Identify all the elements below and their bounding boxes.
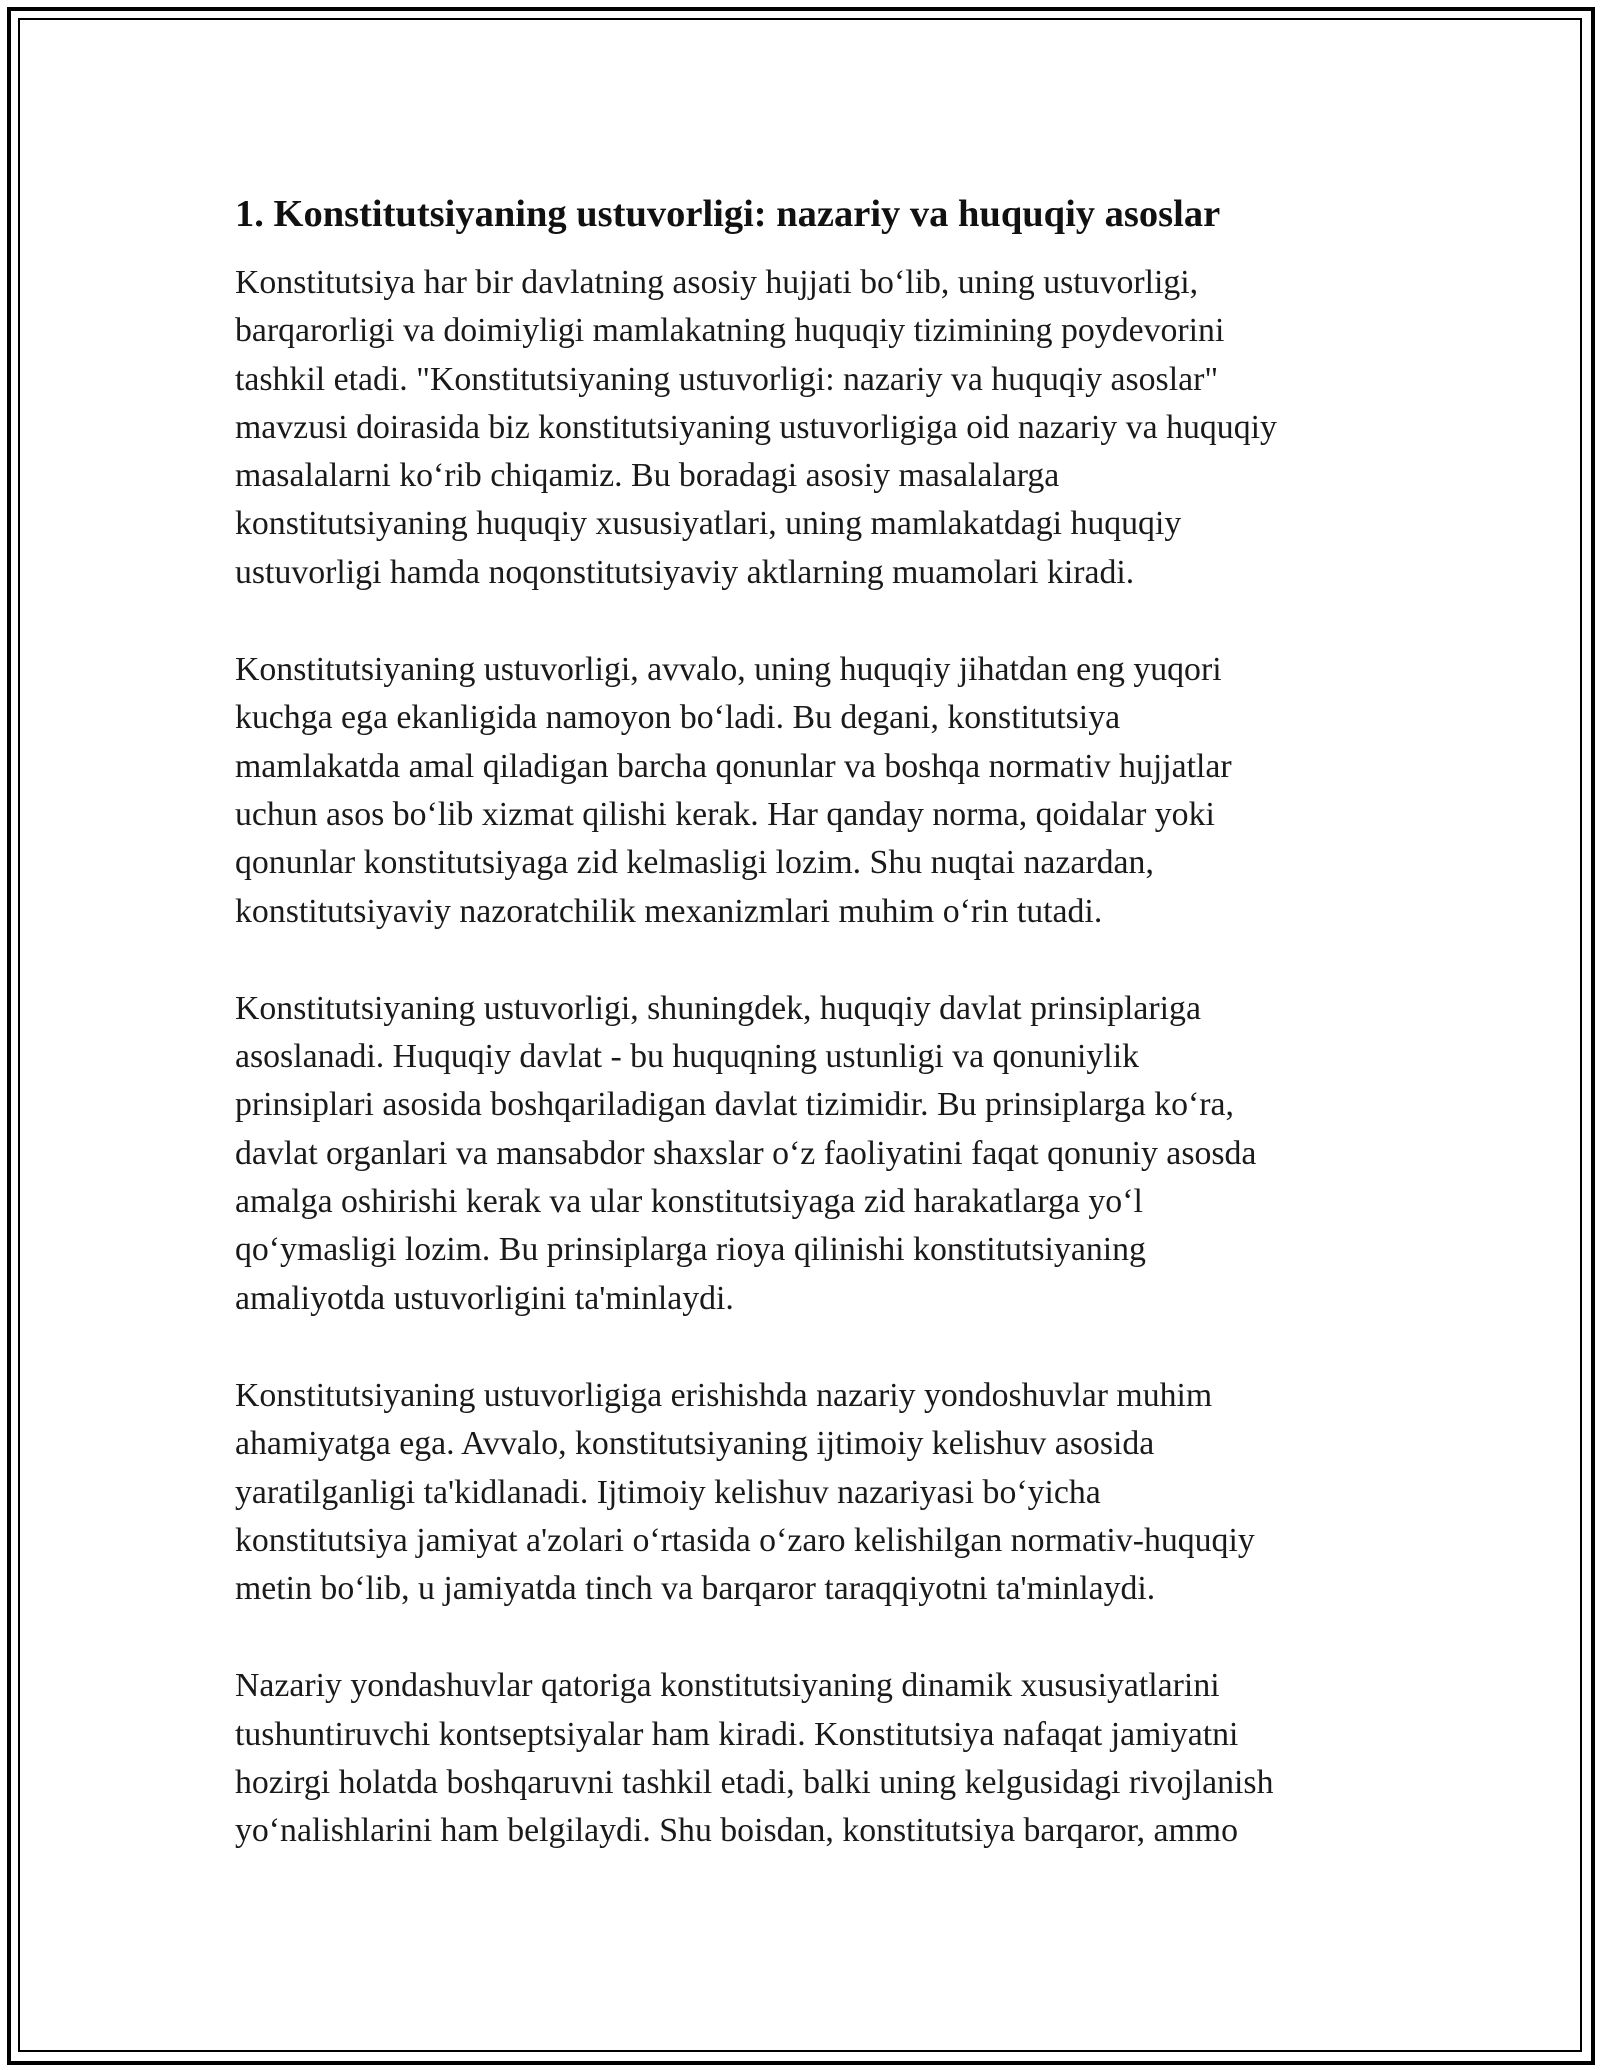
text-line: kuchga ega ekanligida namoyon bo‘ladi. Bu degani, konstitutsiya xyxy=(235,699,1121,737)
text-line: mavzusi doirasida biz konstitutsiyaning ustuvorligiga oid nazariy va huquqiy xyxy=(235,408,1277,446)
text-line: yo‘nalishlarini ham belgilaydi. Shu boisdan, konstitutsiya barqaror, ammo xyxy=(235,1812,1238,1850)
text-line: Konstitutsiya har bir davlatning asosiy hujjati bo‘lib, uning ustuvorligi, xyxy=(235,264,1199,301)
text-line: yaratilganligi ta'kidlanadi. Ijtimoiy kelishuv nazariyasi bo‘yicha xyxy=(235,1473,1101,1511)
text-line: Konstitutsiyaning ustuvorligiga erishishda nazariy yondoshuvlar muhim xyxy=(235,1376,1213,1414)
text-line: ustuvorligi hamda noqonstitutsiyaviy aktlarning muamolari kiradi. xyxy=(235,553,1135,591)
text-line: amalga oshirishi kerak va ular konstitutsiyaga zid harakatlarga yo‘l xyxy=(235,1183,1143,1221)
text-line: masalalarni ko‘rib chiqamiz. Bu boradagi asosiy masalalarga xyxy=(235,457,1060,495)
text-line: davlat organlari va mansabdor shaxslar o‘z faoliyatini faqat qonuniy asosda xyxy=(235,1134,1257,1172)
text-line: Konstitutsiyaning ustuvorligi, avvalo, uning huquqiy jihatdan eng yuqori xyxy=(235,651,1222,689)
text-line: amaliyotda ustuvorligini ta'minlaydi. xyxy=(235,1279,734,1317)
body-paragraph xyxy=(235,646,1375,936)
text-line: Nazariy yondashuvlar qatoriga konstitutsiyaning dinamik xususiyatlarini xyxy=(235,1667,1220,1705)
text-line: qonunlar konstitutsiyaga zid kelmasligi lozim. Shu nuqtai nazardan, xyxy=(235,844,1154,882)
paragraph-list xyxy=(235,259,1375,1856)
body-paragraph xyxy=(235,1372,1375,1613)
text-line: uchun asos bo‘lib xizmat qilishi kerak. Har qanday norma, qoidalar yoki xyxy=(235,795,1215,833)
body-paragraph xyxy=(235,259,1375,597)
text-line: qo‘ymasligi lozim. Bu prinsiplarga rioya qilinishi konstitutsiyaning xyxy=(235,1231,1146,1269)
section-heading: 1. Konstitutsiyaning ustuvorligi: nazariy va huquqiy asoslar xyxy=(235,193,1221,235)
body-paragraph xyxy=(235,985,1375,1323)
text-line: tushuntiruvchi kontseptsiyalar ham kiradi. Konstitutsiya nafaqat jamiyatni xyxy=(235,1715,1239,1753)
text-line: asoslanadi. Huquqiy davlat - bu huquqning ustunligi va qonuniylik xyxy=(235,1038,1139,1076)
text-line: metin bo‘lib, u jamiyatda tinch va barqaror taraqqiyotni ta'minlaydi. xyxy=(235,1570,1156,1608)
text-line: Konstitutsiyaning ustuvorligi, shuningdek, huquqiy davlat prinsiplariga xyxy=(235,989,1201,1027)
text-line: ahamiyatga ega. Avvalo, konstitutsiyaning ijtimoiy kelishuv asosida xyxy=(235,1425,1155,1463)
text-line: konstitutsiyaning huquqiy xususiyatlari, uning mamlakatdagi huquqiy xyxy=(235,505,1182,543)
text-line: konstitutsiyaviy nazoratchilik mexanizmlari muhim o‘rin tutadi. xyxy=(235,892,1103,930)
document-body xyxy=(235,190,1375,1905)
text-line: mamlakatda amal qiladigan barcha qonunlar va boshqa normativ hujjatlar xyxy=(235,747,1232,785)
text-line: konstitutsiya jamiyat a'zolari o‘rtasida o‘zaro kelishilgan normativ-huquqiy xyxy=(235,1521,1255,1559)
text-line: hozirgi holatda boshqaruvni tashkil etadi, balki uning kelgusidagi rivojlanish xyxy=(235,1764,1274,1802)
text-line: barqarorligi va doimiyligi mamlakatning huquqiy tizimining poydevorini xyxy=(235,312,1225,350)
body-paragraph xyxy=(235,1662,1375,1855)
text-line: tashkil etadi. "Konstitutsiyaning ustuvorligi: nazariy va huquqiy asoslar" xyxy=(235,360,1219,398)
text-line: prinsiplari asosida boshqariladigan davlat tizimidir. Bu prinsiplarga ko‘ra, xyxy=(235,1086,1234,1124)
